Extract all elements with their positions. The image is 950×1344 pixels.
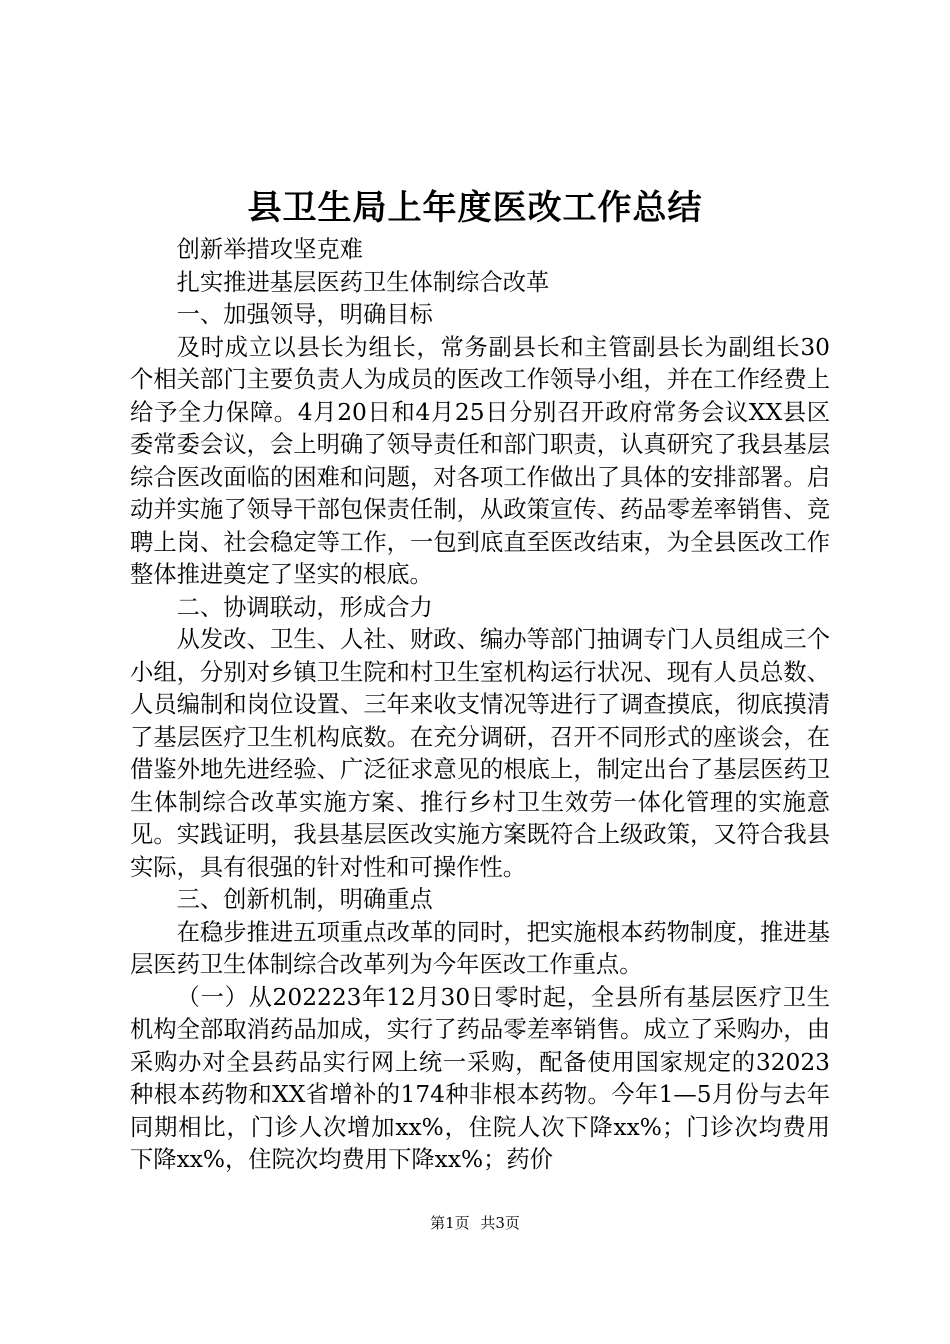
section-heading-2: 二、协调联动，形成合力 — [176, 593, 433, 621]
body-paragraph-3: 在稳步推进五项重点改革的同时，把实施根本药物制度，推进基层医药卫生体制综合改革列为今年医改工作重点。 — [130, 918, 830, 978]
subtitle-line-2: 扎实推进基层医药卫生体制综合改革 — [176, 268, 550, 296]
body-paragraph-2: 从发改、卫生、人社、财政、编办等部门抽调专门人员组成三个小组，分别对乡镇卫生院和村卫生室机构运行状况、现有人员总数、人员编制和岗位设置、三年来收支情况等进行了调查摸底，彻底摸清了基层医疗卫生机构底数。在充分调研，召开不同形式的座谈会，在借鉴外地先进经验、广泛征求意见的根底上，制定出台了基层医药卫生体制综合改革实施方案、推行乡村卫生效劳一体化管理的实施意见。实践证明，我县基层医改实施方案既符合上级政策，又符合我县实际，具有很强的针对性和可操作性。 — [130, 626, 830, 881]
page-footer — [0, 1213, 950, 1233]
document-title: 县卫生局上年度医改工作总结 — [247, 188, 703, 228]
section-heading-1: 一、加强领导，明确目标 — [176, 301, 433, 328]
body-paragraph-1: 及时成立以县长为组长，常务副县长和主管副县长为副组长30个相关部门主要负责人为成员的医改工作领导小组，并在工作经费上给予全力保障。4月20日和4月25日分别召开政府常务会议XX县区委常委会议，会上明确了领导责任和部门职责，认真研究了我县基层综合医改面临的困难和问题，对各项工作做出了具体的安排部署。启动并实施了领导干部包保责任制，从政策宣传、药品零差率销售、竞聘上岗、社会稳定等工作，一包到底直至医改结束，为全县医改工作整体推进奠定了坚实的根底。 — [130, 333, 830, 588]
page-number: 第1页 — [430, 1214, 470, 1232]
body-paragraph-4: （一）从202223年12月30日零时起，全县所有基层医疗卫生机构全部取消药品加成，实行了药品零差率销售。成立了采购办，由采购办对全县药品实行网上统一采购，配备使用国家规定的32023种根本药物和XX省增补的174种非根本药物。今年1—5月份与去年同期相比，门诊人次增加xx%，住院人次下降xx%；门诊次均费用下降xx%，住院次均费用下降xx%；药价 — [130, 983, 830, 1173]
document-body — [130, 234, 830, 1177]
section-heading-3: 三、创新机制，明确重点 — [176, 886, 433, 913]
subtitle-line-1: 创新举措攻坚克难 — [176, 236, 363, 263]
page-total: 共3页 — [480, 1214, 520, 1232]
